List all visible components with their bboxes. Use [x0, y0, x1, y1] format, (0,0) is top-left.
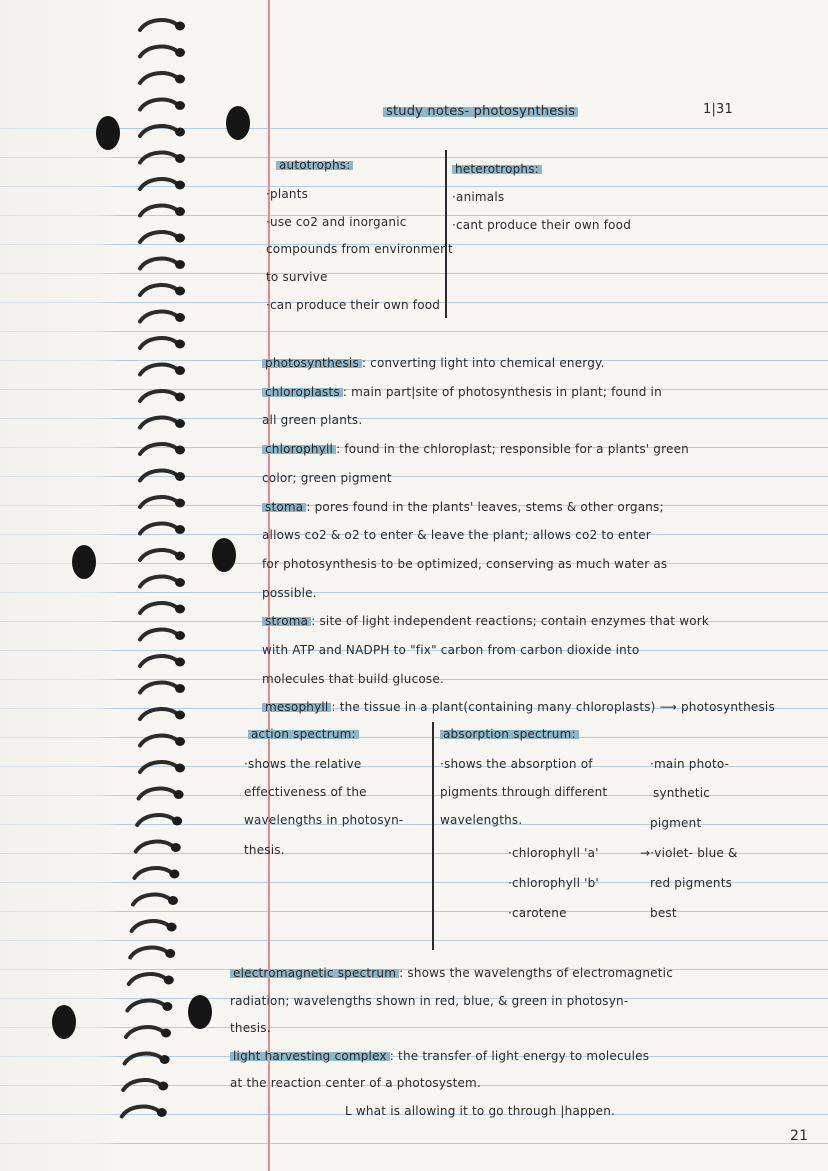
heterotrophs-heading: heterotrophs: [452, 162, 542, 176]
spiral-coil [140, 312, 176, 322]
spiral-coil-end [175, 207, 185, 216]
spiral-coil [140, 444, 176, 454]
spiral-coil [140, 418, 176, 428]
pigment-side-note: best [650, 906, 677, 920]
spiral-coil [140, 73, 176, 83]
heterotrophs-line: ·animals [452, 190, 505, 204]
spiral-coil [132, 921, 168, 931]
heterotrophs-line: ·cant produce their own food [452, 218, 632, 232]
spiral-coil-end [175, 22, 185, 31]
spiral-coil [130, 948, 166, 958]
table1-divider [445, 150, 447, 318]
spiral-coil [140, 391, 176, 401]
spiral-coil [140, 100, 176, 110]
spiral-coil-end [175, 711, 185, 720]
spiral-coil-end [158, 1082, 168, 1091]
spiral-coil-end [175, 658, 185, 667]
definition-text: all green plants. [262, 413, 363, 428]
definition-text: color; green pigment [262, 470, 392, 485]
pigment-side-note: ·main photo- [650, 757, 730, 771]
spiral-coil [140, 497, 176, 507]
pigment-side-note: pigment [650, 816, 702, 830]
definition-term: stroma [262, 614, 311, 628]
action-spectrum-line: wavelengths in photosyn- [244, 813, 404, 827]
definition-line [230, 1021, 271, 1035]
definition-text: : pores found in the plants' leaves, stems & other organs; [306, 499, 664, 514]
spiral-coil-end [175, 313, 185, 322]
autotrophs-line: compounds from environment [266, 242, 453, 256]
definition-term: chlorophyll [262, 442, 336, 456]
spiral-coil-end [175, 154, 185, 163]
spiral-coil-end [175, 75, 185, 84]
definition-text: : the tissue in a plant(containing many chloroplasts) ⟶ photosynthesis [331, 700, 775, 715]
spiral-coil [140, 365, 176, 375]
spiral-coil [140, 683, 176, 693]
definition-text: radiation; wavelengths shown in red, blue, & green in photosyn- [230, 993, 629, 1008]
definition-text: L what is allowing it to go through |happen. [345, 1103, 616, 1118]
definition-line [262, 442, 689, 456]
spiral-coil [122, 1107, 158, 1117]
definition-text: : shows the wavelengths of electromagnetic [399, 966, 674, 980]
definition-line [262, 471, 392, 485]
spiral-coil-end [175, 472, 185, 481]
spiral-coil [140, 471, 176, 481]
definition-text: possible. [262, 585, 317, 600]
definition-term: stoma [262, 500, 306, 514]
spiral-coil-end [169, 870, 179, 879]
definition-term: electromagnetic spectrum [230, 966, 399, 980]
spiral-coil-end [175, 181, 185, 190]
definition-line [262, 413, 362, 427]
spiral-coil [125, 1054, 161, 1064]
spiral-coil-end [175, 737, 185, 746]
spiral-coil-end [175, 340, 185, 349]
spiral-coil [123, 1080, 159, 1090]
spiral-coil-end [168, 896, 178, 905]
spiral-coil [140, 630, 176, 640]
spiral-binding [110, 10, 200, 1130]
pigment-side-note: synthetic [653, 786, 711, 800]
definition-line [262, 672, 444, 686]
absorption-spectrum-line: ·shows the absorption of [440, 757, 593, 771]
definition-term: light harvesting complex [230, 1049, 390, 1063]
definition-line [230, 966, 673, 980]
definition-line [262, 385, 662, 399]
pigment-item: ·carotene [508, 906, 567, 920]
spiral-coil-end [175, 764, 185, 773]
page-date: 1|31 [703, 102, 733, 117]
spiral-coil [140, 20, 176, 30]
definition-text: : site of light independent reactions; contain enzymes that work [311, 614, 710, 629]
spiral-coil [139, 789, 175, 799]
spiral-coil [134, 868, 170, 878]
spiral-coil-end [174, 790, 184, 799]
spiral-coil-end [172, 817, 182, 826]
definition-line [262, 643, 639, 657]
definition-line [262, 557, 667, 571]
spiral-coil-end [167, 923, 177, 932]
spiral-coil-end [175, 366, 185, 375]
action-spectrum-line: thesis. [244, 843, 285, 857]
spiral-coil [140, 338, 176, 348]
spiral-coil [140, 179, 176, 189]
spiral-coil-end [171, 843, 181, 852]
absorption-spectrum-heading: absorption spectrum: [440, 727, 579, 741]
spiral-coil-end [175, 446, 185, 455]
spiral-coil [140, 656, 176, 666]
definition-text: : converting light into chemical energy. [361, 356, 605, 370]
spiral-coil [140, 206, 176, 216]
spiral-coil [140, 762, 176, 772]
table2-divider [432, 722, 434, 950]
page-title: study notes- photosynthesis [383, 104, 578, 119]
spiral-coil-end [175, 605, 185, 614]
spiral-coil [126, 1027, 162, 1037]
spiral-coil-end [175, 48, 185, 57]
punch-hole [72, 545, 96, 579]
pigment-item: ·chlorophyll 'b' [508, 876, 599, 890]
spiral-coil-end [162, 1002, 172, 1011]
definition-term: photosynthesis [262, 356, 362, 370]
definition-text: with ATP and NADPH to "fix" carbon from carbon dioxide into [262, 643, 640, 657]
definition-term: mesophyll [262, 700, 331, 714]
spiral-coil [136, 842, 172, 852]
spiral-coil [140, 603, 176, 613]
spiral-coil-end [175, 684, 185, 693]
spiral-coil-end [175, 631, 185, 640]
spiral-coil [140, 577, 176, 587]
action-spectrum-line: effectiveness of the [244, 785, 367, 799]
definition-line [262, 356, 605, 370]
spiral-coil [127, 1001, 163, 1011]
definition-term: chloroplasts [262, 385, 343, 399]
definition-line [262, 528, 651, 542]
definition-text: molecules that build glucose. [262, 671, 444, 686]
spiral-coil-end [161, 1029, 171, 1038]
spiral-coil [140, 47, 176, 57]
spiral-coil [140, 285, 176, 295]
spiral-coil [140, 524, 176, 534]
definition-line [262, 500, 664, 514]
spiral-coil [137, 815, 173, 825]
absorption-spectrum-line: wavelengths. [440, 813, 523, 827]
pigment-side-note: red pigments [650, 876, 733, 890]
spiral-coil-end [175, 260, 185, 269]
spiral-coil [140, 153, 176, 163]
spiral-coil-end [165, 949, 175, 958]
spiral-coil-end [175, 234, 185, 243]
action-spectrum-heading: action spectrum: [248, 727, 359, 741]
definition-text: : main part|site of photosynthesis in plant; found in [342, 384, 662, 399]
definition-line [262, 614, 709, 628]
definition-text: for photosynthesis to be optimized, conserving as much water as [262, 556, 668, 571]
definition-line [230, 1076, 481, 1090]
spiral-coil-end [175, 499, 185, 508]
spiral-coil [140, 709, 176, 719]
definition-text: : the transfer of light energy to molecules [389, 1048, 650, 1063]
autotrophs-line: ·plants [266, 187, 309, 201]
absorption-spectrum-line: pigments through different [440, 785, 608, 799]
definition-line [230, 994, 628, 1008]
definition-line [262, 586, 317, 600]
punch-hole [226, 106, 250, 140]
punch-hole [52, 1005, 76, 1039]
spiral-coil-end [175, 287, 185, 296]
pigment-side-note: →·violet- blue & [640, 846, 738, 860]
definition-line [230, 1049, 649, 1063]
spiral-coil-end [164, 976, 174, 985]
spiral-coil [140, 736, 176, 746]
spiral-coil [129, 974, 165, 984]
spiral-coil [133, 895, 169, 905]
autotrophs-line: ·use co2 and inorganic [266, 215, 407, 229]
definition-text: at the reaction center of a photosystem. [230, 1076, 481, 1090]
autotrophs-heading: autotrophs: [276, 158, 353, 172]
torn-edge [0, 0, 120, 1171]
spiral-coil-end [175, 525, 185, 534]
page-number: 21 [790, 1128, 809, 1144]
definition-text: : found in the chloroplast; responsible for a plants' green [336, 442, 689, 457]
spiral-coil-end [160, 1055, 170, 1064]
spiral-coil [140, 126, 176, 136]
spiral-coil [140, 259, 176, 269]
autotrophs-line: to survive [266, 270, 328, 284]
spiral-coil-end [175, 419, 185, 428]
spiral-coil-end [175, 128, 185, 137]
spiral-coil-end [175, 578, 185, 587]
spiral-coil-end [175, 552, 185, 561]
definition-text: allows co2 & o2 to enter & leave the plant; allows co2 to enter [262, 528, 651, 543]
spiral-coil [140, 550, 176, 560]
definition-text: thesis. [230, 1021, 271, 1035]
spiral-coil-end [175, 393, 185, 402]
punch-hole [212, 538, 236, 572]
spiral-coil [140, 232, 176, 242]
spiral-coil-end [157, 1108, 167, 1117]
definition-line [262, 700, 775, 714]
spiral-coil-end [175, 101, 185, 110]
definition-line [345, 1104, 615, 1118]
pigment-item: ·chlorophyll 'a' [508, 846, 599, 860]
autotrophs-line: ·can produce their own food [266, 298, 441, 312]
action-spectrum-line: ·shows the relative [244, 757, 362, 771]
